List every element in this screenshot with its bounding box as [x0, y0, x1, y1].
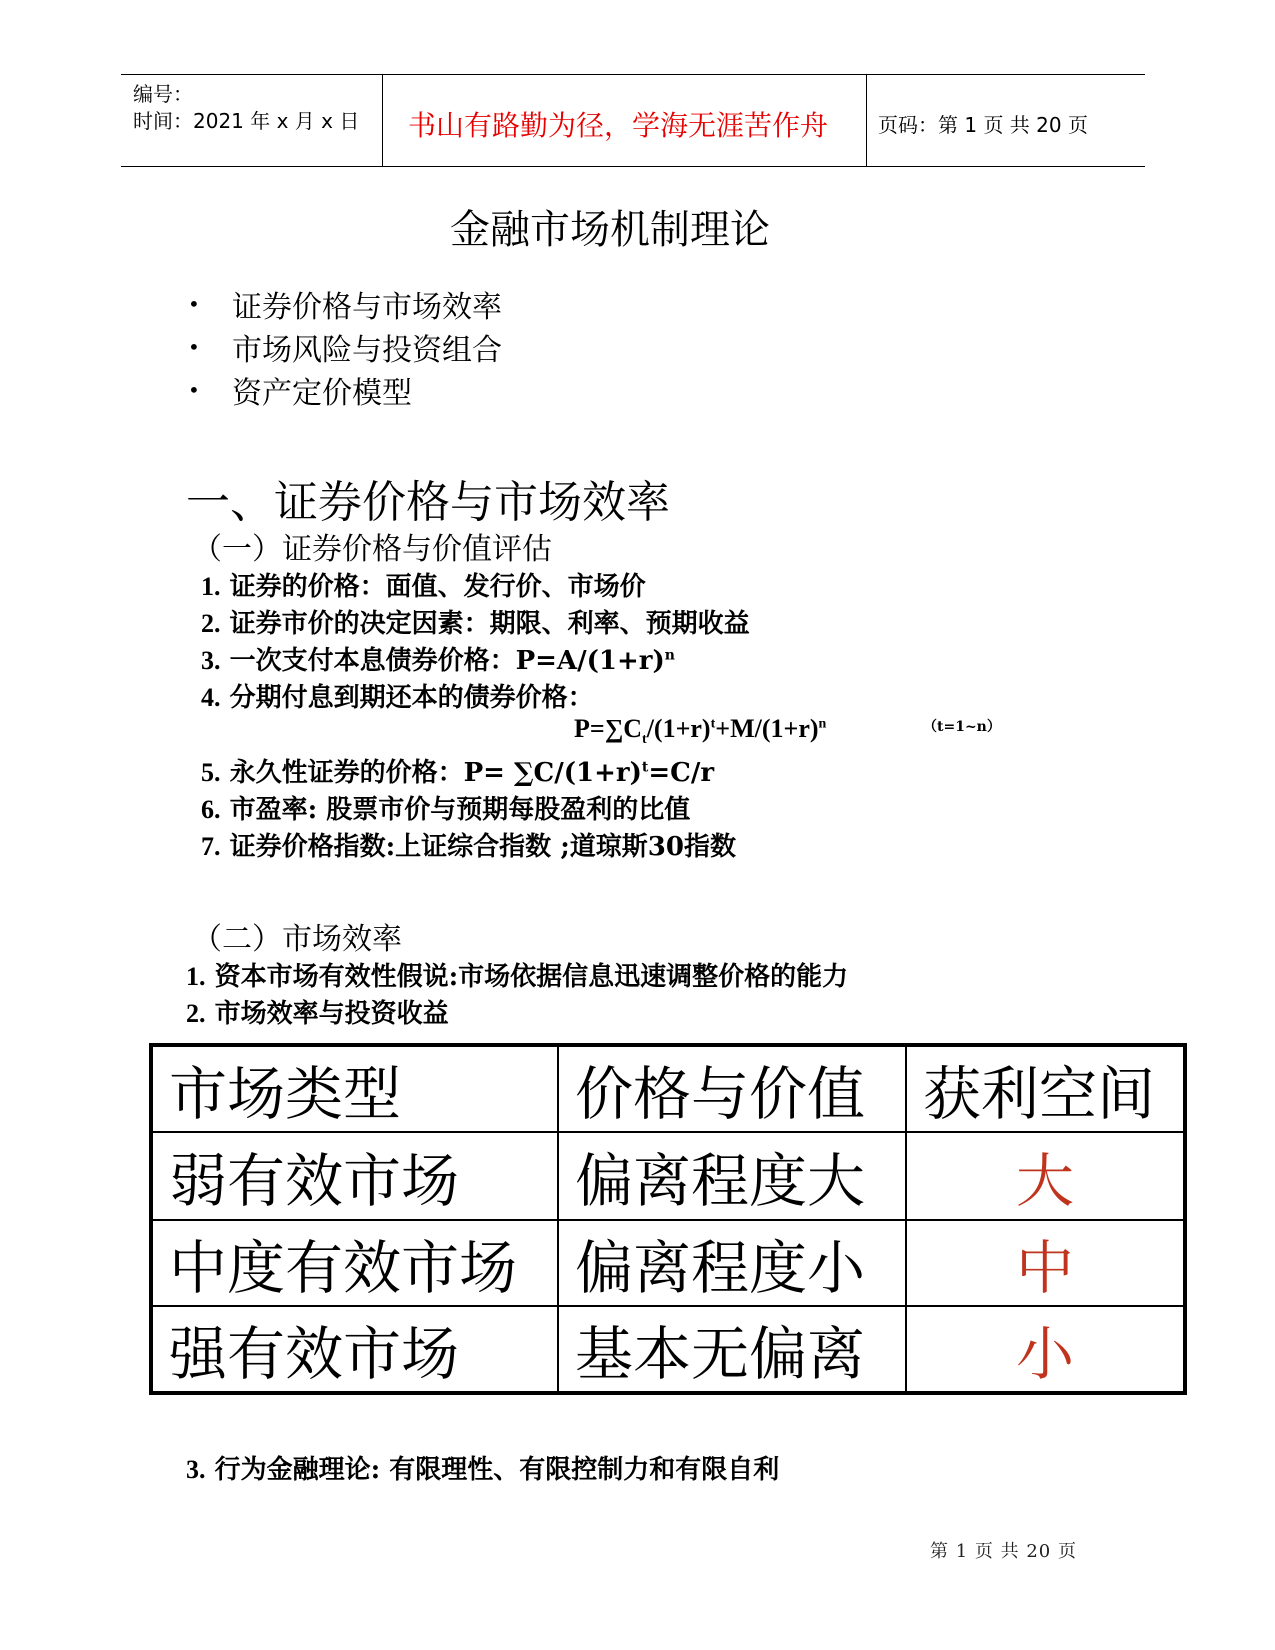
subsection-title: （一）证券价格与价值评估 [192, 532, 552, 567]
outline-item: 市场风险与投资组合 [232, 333, 502, 368]
doc-title: 金融市场机制理论 [450, 207, 770, 253]
item-text: 永久性证券的价格：P= ∑C/(1+r) [229, 758, 642, 788]
table-header-cell: 市场类型 [151, 1045, 558, 1132]
formula-exponent: n [818, 716, 827, 732]
table-cell: 中度有效市场 [151, 1220, 558, 1306]
item-text: 证券的价格：面值、发行价、市场价 [229, 572, 646, 602]
outline-item: 证券价格与市场效率 [232, 290, 502, 325]
table-header-row [151, 1045, 1185, 1132]
item-number: 2. [201, 609, 221, 638]
table-cell: 弱有效市场 [151, 1132, 558, 1220]
list-item [186, 993, 449, 1030]
formula-exponent: t [710, 716, 716, 732]
item-number: 3. [201, 646, 221, 675]
list-item [201, 752, 714, 789]
table-header-cell: 价格与价值 [558, 1045, 906, 1132]
table-cell: 偏离程度大 [558, 1132, 906, 1220]
subsection-title: （二）市场效率 [192, 922, 402, 957]
table-cell-highlight: 大 [906, 1132, 1185, 1220]
item-number: 6. [201, 795, 221, 824]
formula-subscript: t [642, 732, 647, 748]
list-item [201, 826, 736, 863]
table-cell-highlight: 中 [906, 1220, 1185, 1306]
item-number: 7. [201, 832, 221, 861]
outline-item: 资产定价模型 [232, 376, 412, 411]
item-text: 市场效率与投资收益 [214, 999, 449, 1029]
formula-part: /(1+r) [646, 714, 711, 743]
page-info: 页码：第 1 页 共 20 页 [878, 113, 1088, 137]
item-number: 1. [186, 962, 206, 991]
item-text: 行为金融理论: 有限理性、有限控制力和有限自利 [214, 1455, 780, 1485]
list-item [201, 603, 750, 640]
table-cell: 偏离程度小 [558, 1220, 906, 1306]
exponent: n [664, 647, 675, 664]
table-row [151, 1306, 1185, 1393]
table-cell: 强有效市场 [151, 1306, 558, 1393]
exponent: t [641, 759, 649, 776]
table-header-cell: 获利空间 [906, 1045, 1185, 1132]
list-item [201, 566, 646, 603]
table-cell: 基本无偏离 [558, 1306, 906, 1393]
list-item [201, 789, 690, 826]
header-bottom-rule [121, 166, 1145, 167]
formula-part: P=∑C [574, 714, 643, 743]
page-footer: 第 1 页 共 20 页 [930, 1541, 1077, 1562]
motto: 书山有路勤为径，学海无涯苦作舟 [408, 109, 829, 142]
table-row [151, 1132, 1185, 1220]
serial-label: 编号： [133, 82, 193, 106]
bullet-icon: • [188, 378, 200, 402]
item-number: 4. [201, 683, 221, 712]
item-text: 证券市价的决定因素：期限、利率、预期收益 [229, 609, 750, 639]
item-number: 5. [201, 758, 221, 787]
list-item [201, 677, 594, 714]
formula-range: （t=1~n） [923, 719, 1001, 735]
list-item [186, 956, 848, 993]
item-text: 证券价格指数:上证综合指数 ;道琼斯30指数 [229, 832, 736, 862]
section-title: 一、证券价格与市场效率 [186, 477, 670, 528]
header-top-rule [121, 74, 1145, 75]
item-text: 一次支付本息债券价格：P=A/(1+r) [229, 646, 665, 676]
item-number: 2. [186, 999, 206, 1028]
item-text: 分期付息到期还本的债券价格： [229, 683, 594, 713]
bullet-icon: • [188, 292, 200, 316]
list-item [201, 640, 675, 677]
item-text-tail: =C/r [648, 758, 715, 788]
header-divider-right [866, 74, 867, 167]
header-divider-left [382, 74, 383, 167]
item-text: 市盈率: 股票市价与预期每股盈利的比值 [229, 795, 691, 825]
formula-part: +M/(1+r) [715, 714, 819, 743]
list-item [186, 1449, 779, 1486]
table-row [151, 1220, 1185, 1306]
item-number: 3. [186, 1455, 206, 1484]
table-cell-highlight: 小 [906, 1306, 1185, 1393]
item-text: 资本市场有效性假说:市场依据信息迅速调整价格的能力 [214, 962, 849, 992]
time-label: 时间：2021 年 x 月 x 日 [133, 109, 360, 133]
item-number: 1. [201, 572, 221, 601]
bond-formula [574, 714, 827, 748]
market-efficiency-table [149, 1043, 1187, 1395]
bullet-icon: • [188, 335, 200, 359]
